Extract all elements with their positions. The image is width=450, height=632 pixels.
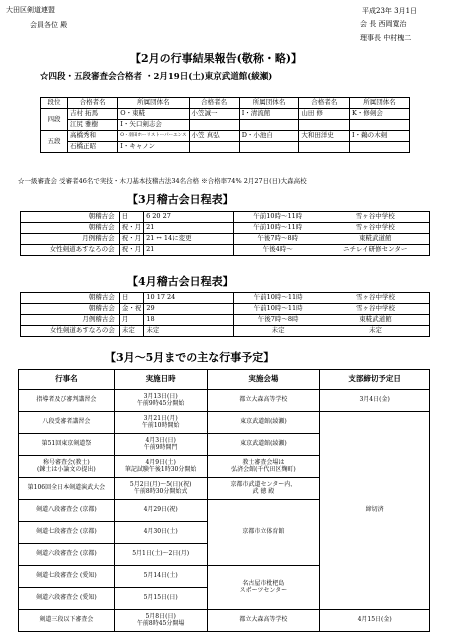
event-date: 3月21日(月) 午前10時開始 <box>114 412 207 434</box>
table-row <box>41 131 410 142</box>
table-row <box>41 142 410 153</box>
col-header: 支部締切予定日 <box>320 370 430 390</box>
session-name: 朝稽古会 <box>21 304 120 315</box>
event-name: 指導者及び審判講習会 <box>19 390 115 412</box>
session-date: 18 <box>144 315 234 326</box>
table-cell: 高橋秀和 <box>68 131 118 142</box>
session-place: 雪ヶ谷中学校 <box>322 223 430 234</box>
session-date: 未定 <box>144 326 234 337</box>
issue-date: 平成23年 3月1日 <box>362 7 418 15</box>
event-date: 4月30日(土) <box>114 522 207 544</box>
table-cell: 石橋正昭 <box>68 142 118 153</box>
event-date: 4月9日(土) 筆記試験午後1時30分開始 <box>114 456 207 478</box>
session-date: 21 <box>144 223 234 234</box>
session-place: ニチレイ研修センター <box>322 245 430 256</box>
table-cell <box>299 142 350 153</box>
report-title: 【2月の行事結果報告(敬称・略)】 <box>130 52 303 65</box>
exam-header-row <box>41 98 410 109</box>
session-place: 雪ヶ谷中学校 <box>322 293 429 304</box>
table-cell <box>189 142 239 153</box>
event-venue: 東京武道館(綾瀬) <box>207 412 320 434</box>
event-name: 称号審査会(教士) (錬士は小論文の提出) <box>19 456 115 478</box>
table-row <box>21 304 430 315</box>
event-date: 4月29日(祝) <box>114 500 207 522</box>
session-date: 21 <box>144 245 234 256</box>
event-date: 5月15日(日) <box>114 588 207 610</box>
table-cell: I・キャノン <box>118 142 189 153</box>
event-venue: 京都市武道センター内、 武 徳 殿 <box>207 478 320 500</box>
session-place: 雪ヶ谷中学校 <box>322 304 429 315</box>
table-row <box>21 293 430 304</box>
event-date: 5月14日(土) <box>114 566 207 588</box>
session-name: 女性剣道あすなろの会 <box>21 245 120 256</box>
event-date: 4月3日(日) 午前9時開門 <box>114 434 207 456</box>
dan-cell: 四段 <box>41 109 68 131</box>
table-row <box>21 223 430 234</box>
signature-director: 理事長 中村槐二 <box>360 34 412 42</box>
session-day: 祝・月 <box>119 245 144 256</box>
table-row <box>41 109 410 120</box>
event-date: 5月8日(日) 午前8時45分開場 <box>114 610 207 632</box>
session-place: 雪ヶ谷中学校 <box>322 212 430 223</box>
col-header: 段位 <box>41 98 68 109</box>
session-name: 女性剣道あすなろの会 <box>21 326 120 337</box>
event-deadline: 3月4日(金) <box>320 390 430 412</box>
event-venue: 京都市立体育館 <box>207 500 320 566</box>
event-date: 3月13日(日) 午前9時45分開始 <box>114 390 207 412</box>
table-row <box>19 412 430 434</box>
table-cell: I・鵜の木剣 <box>350 131 410 142</box>
session-name: 朝稽古会 <box>21 223 120 234</box>
session-day: 金・祝 <box>119 304 144 315</box>
session-name: 月例稽古会 <box>21 234 120 245</box>
col-header: 所属団体名 <box>118 98 189 109</box>
session-day: 祝・月 <box>119 234 144 245</box>
event-name: 剣道八段審査会 (京都) <box>19 500 115 522</box>
table-cell <box>350 120 410 131</box>
event-deadline-merged: 締切済 <box>320 412 430 610</box>
table-row <box>21 326 430 337</box>
table-cell: D・小池自 <box>239 131 299 142</box>
table-cell: K・修剣会 <box>350 109 410 120</box>
session-name: 月例稽古会 <box>21 315 120 326</box>
dan-cell: 五段 <box>41 131 68 153</box>
col-header: 実施会場 <box>207 370 320 390</box>
event-name: 八段受審者講習会 <box>19 412 115 434</box>
col-header: 行事名 <box>19 370 115 390</box>
session-date: 10 17 24 <box>144 293 234 304</box>
event-name: 剣道七段審査会 (京都) <box>19 522 115 544</box>
table-row <box>21 212 430 223</box>
table-cell: 山田 修 <box>299 109 350 120</box>
session-day: 未定 <box>119 326 144 337</box>
events-header-row <box>19 370 430 390</box>
session-time: 午前10時～11時 <box>234 293 323 304</box>
table-row <box>19 390 430 412</box>
session-day: 月 <box>119 315 144 326</box>
session-date: 29 <box>144 304 234 315</box>
col-header: 合格者名 <box>299 98 350 109</box>
session-time: 午前10時～11時 <box>233 212 321 223</box>
april-schedule-title: 【4月稽古会日程表】 <box>127 275 234 288</box>
event-name: 剣道六段審査会 (愛知) <box>19 588 115 610</box>
session-date: 21 ↔ 14に変更 <box>144 234 234 245</box>
org-name: 大田区剣道連盟 <box>6 6 55 14</box>
event-name: 剣道七段審査会 (愛知) <box>19 566 115 588</box>
event-venue: 都立大森高等学校 <box>207 390 320 412</box>
session-time: 午前10時～11時 <box>234 304 323 315</box>
event-venue: 東京武道館(綾瀬) <box>207 434 320 456</box>
table-row <box>41 120 410 131</box>
col-header: 所属団体名 <box>239 98 299 109</box>
session-place: 東糀武道館 <box>322 234 430 245</box>
table-cell <box>239 142 299 153</box>
events-title: 【3月～5月までの主な行事予定】 <box>105 351 275 364</box>
session-place: 東糀武道館 <box>322 315 429 326</box>
table-cell: O・東糀 <box>118 109 189 120</box>
march-schedule-title: 【3月稽古会日程表】 <box>127 193 234 206</box>
event-venue: 名古屋市枇杷島 スポーツセンター <box>207 566 320 610</box>
event-venue: 都立大森高等学校 <box>207 610 320 632</box>
session-day: 祝・月 <box>119 223 144 234</box>
table-cell: 江尻 雅樹 <box>68 120 118 131</box>
event-venue: 教士審査会場は 弘済会館(千代田区麹町) <box>207 456 320 478</box>
exam-subtitle: ☆四段・五段審査会合格者 ・2月19日(土)東京武道館(綾瀬) <box>40 72 273 82</box>
table-row <box>19 610 430 632</box>
april-schedule-table <box>20 292 430 337</box>
session-name: 朝稽古会 <box>21 212 120 223</box>
event-date: 5月2日(月)～5(日)(祝) 午前8時30分開始式 <box>114 478 207 500</box>
event-date: 5月1日(土)～2日(月) <box>114 544 207 566</box>
event-name: 第106回全日本剣道演武大会 <box>19 478 115 500</box>
table-cell: 小笠誠一 <box>189 109 239 120</box>
col-header: 実施日時 <box>114 370 207 390</box>
grade-exam-note: ☆一級審査会 受審者46名で実技・木刀基本技稽古法34名合格 ※合格率74% 2月27日(日)大森高校 <box>18 177 307 185</box>
session-time: 午後7時～8時 <box>234 315 323 326</box>
table-cell <box>239 120 299 131</box>
table-cell: 吉村 拓馬 <box>68 109 118 120</box>
col-header: 所属団体名 <box>350 98 410 109</box>
table-cell: 大和田洋史 <box>299 131 350 142</box>
table-cell: I・清流館 <box>239 109 299 120</box>
session-time: 午後4時～ <box>233 245 321 256</box>
session-place: 未定 <box>322 326 429 337</box>
session-time: 午前10時～11時 <box>233 223 321 234</box>
table-cell: O・羽田ホーリストーパーエンス <box>118 131 189 142</box>
table-row <box>21 315 430 326</box>
event-name: 剣道三段以下審査会 <box>19 610 115 632</box>
march-schedule-table <box>20 211 430 256</box>
event-name: 第51回東京剣道祭 <box>19 434 115 456</box>
table-row <box>21 234 430 245</box>
session-day: 日 <box>119 212 144 223</box>
signature-president: 会 長 西岡寛治 <box>360 20 407 28</box>
recipients: 会員各位 殿 <box>30 21 68 29</box>
table-cell <box>189 120 239 131</box>
session-name: 朝稽古会 <box>21 293 120 304</box>
table-cell <box>350 142 410 153</box>
col-header: 合格者名 <box>189 98 239 109</box>
event-deadline: 4月15日(金) <box>320 610 430 632</box>
table-row <box>21 245 430 256</box>
exam-results-table <box>40 97 410 153</box>
session-day: 日 <box>119 293 144 304</box>
events-table <box>18 369 430 632</box>
session-time: 午後7時～8時 <box>233 234 321 245</box>
event-name: 剣道六段審査会 (京都) <box>19 544 115 566</box>
session-time: 未定 <box>234 326 323 337</box>
col-header: 合格者名 <box>68 98 118 109</box>
table-cell: 小笠 真弘 <box>189 131 239 142</box>
session-date: 6 20 27 <box>144 212 234 223</box>
table-cell: I・矢口剣志会 <box>118 120 189 131</box>
table-cell <box>299 120 350 131</box>
